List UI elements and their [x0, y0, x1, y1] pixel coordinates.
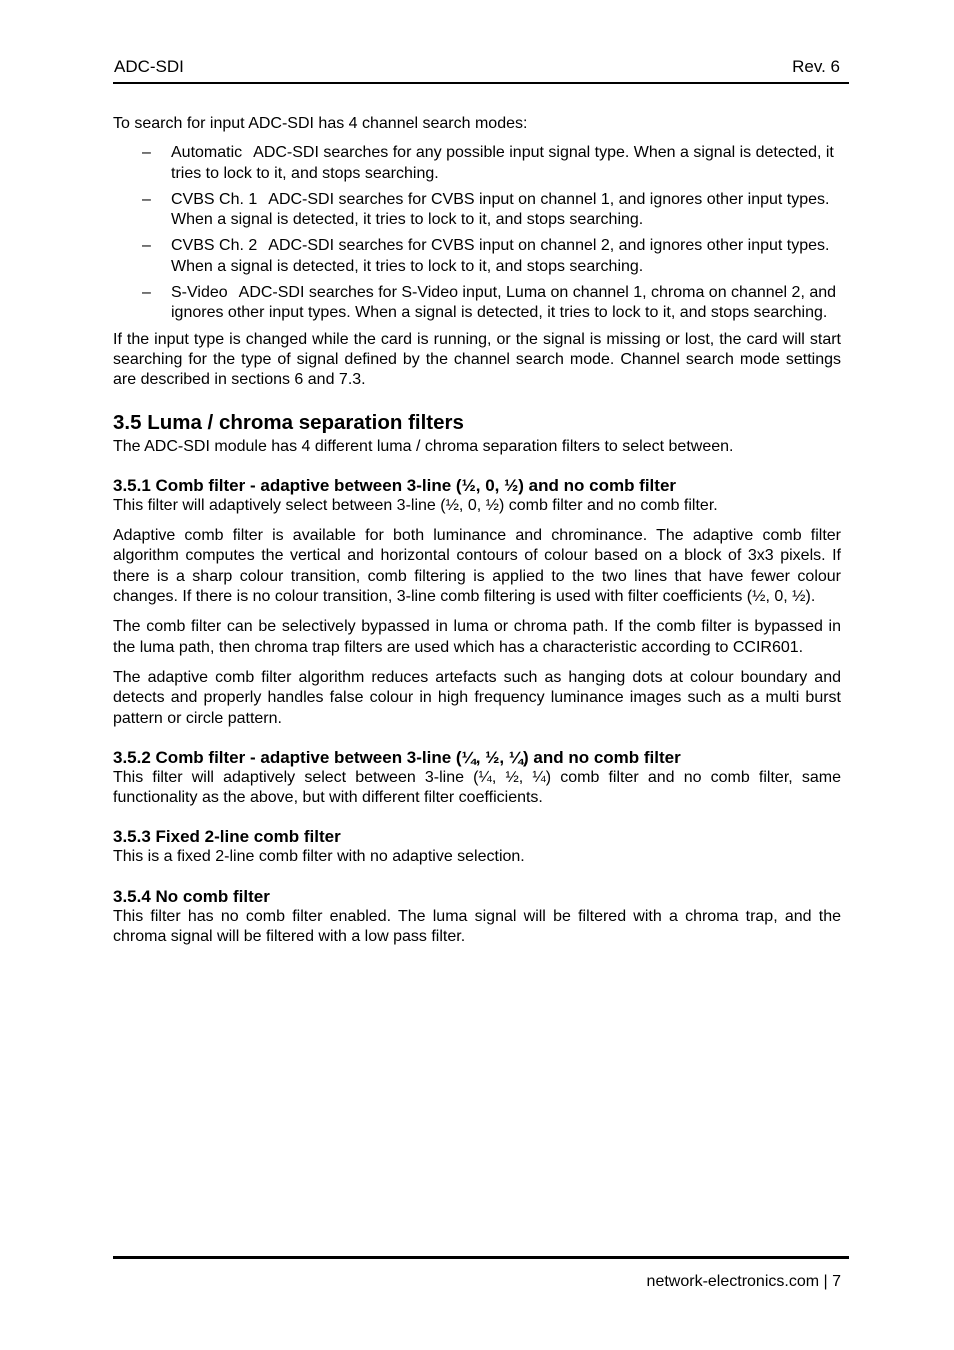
section-3-5-4-paragraph: This filter has no comb filter enabled. The luma signal will be filtered with a chroma trap, and the chroma signal will be filtered with a low pass filter. [113, 907, 841, 946]
mode-name: S-Video [171, 284, 228, 302]
dash-bullet: – [142, 144, 151, 162]
dash-bullet: – [142, 190, 151, 208]
section-heading-3-5-4: 3.5.4 No comb filter [113, 886, 270, 906]
section-heading-3-5-3: 3.5.3 Fixed 2-line comb filter [113, 827, 341, 847]
section-3-5-3-paragraph: This is a fixed 2-line comb filter with no adaptive selection. [113, 848, 525, 866]
dash-bullet: – [142, 284, 151, 302]
mode-description: ADC-SDI searches for CVBS input on channel 1, and ignores other input types. When a signal is detected, it tries to lock to it, and stops searching. [171, 190, 830, 229]
list-item [113, 236, 841, 277]
section-3-5-1-paragraph-2: Adaptive comb filter is available for both luminance and chrominance. The adaptive comb filter algorithm computes the vertical and horizontal contours of colour based on a block of 3x3 pixels. If there is a sharp colour transition, comb filtering is applied to the two lines that have fewer colour changes. If there is no colour transition, 3-line comb filtering is used with filter coefficients (½, 0, ½). [113, 527, 841, 606]
mode-name: CVBS Ch. 2 [171, 237, 258, 255]
channel-search-note: If the input type is changed while the card is running, or the signal is missing or lost, the card will start searching for the type of signal defined by the channel search mode. Channel search mode settings are described in sections 6 and 7.3. [113, 330, 841, 389]
list-item [113, 143, 841, 184]
section-3-5-2-paragraph: This filter will adaptively select between 3-line (¼, ½, ¼) comb filter and no comb filter, same functionality as the above, but with different filter coefficients. [113, 768, 841, 807]
section-3-5-1-paragraph-3: The comb filter can be selectively bypassed in luma or chroma path. If the comb filter is bypassed in the luma path, then chroma trap filters are used which has a characteristic according to CCIR601. [113, 618, 841, 656]
page-body [113, 114, 841, 947]
section-heading-3-5: 3.5 Luma / chroma separation filters [113, 410, 464, 434]
mode-name: CVBS Ch. 1 [171, 190, 258, 208]
mode-description: ADC-SDI searches for CVBS input on channel 2, and ignores other input types. When a signal is detected, it tries to lock to it, and stops searching. [171, 237, 830, 275]
section-3-5-1-paragraph-4: The adaptive comb filter algorithm reduces artefacts such as hanging dots at colour boundary and detects and properly handles false colour in high frequency luminance images such as a multi burst pattern or circle pattern. [113, 668, 841, 727]
mode-description: ADC-SDI searches for S-Video input, Luma on channel 1, chroma on channel 2, and ignores other input types. When a signal is detected, it tries to lock to it, and stops searching. [171, 284, 837, 322]
section-heading-3-5-1: 3.5.1 Comb filter - adaptive between 3-line (½, 0, ½) and no comb filter [113, 475, 677, 495]
section-3-5-intro: The ADC-SDI module has 4 different luma / chroma separation filters to select between. [113, 437, 734, 455]
document-title: ADC-SDI [114, 57, 184, 76]
list-item [113, 190, 841, 231]
section-heading-3-5-2: 3.5.2 Comb filter - adaptive between 3-line (¼, ½, ¼) and no comb filter [113, 747, 681, 767]
channel-search-modes-list [113, 143, 841, 323]
mode-description: ADC-SDI searches for any possible input signal type. When a signal is detected, it tries to lock to it, and stops searching. [171, 144, 834, 182]
revision-label: Rev. 6 [792, 57, 840, 76]
intro-paragraph: To search for input ADC-SDI has 4 channel search modes: [113, 115, 528, 132]
list-item [113, 283, 841, 324]
header-divider [113, 82, 849, 84]
dash-bullet: – [142, 237, 151, 255]
mode-name: Automatic [171, 144, 243, 162]
section-3-5-1-paragraph-1: This filter will adaptively select between 3-line (½, 0, ½) comb filter and no comb filter. [113, 496, 718, 514]
footer-divider [113, 1256, 849, 1259]
page-footer: network-electronics.com | 7 [646, 1273, 841, 1290]
